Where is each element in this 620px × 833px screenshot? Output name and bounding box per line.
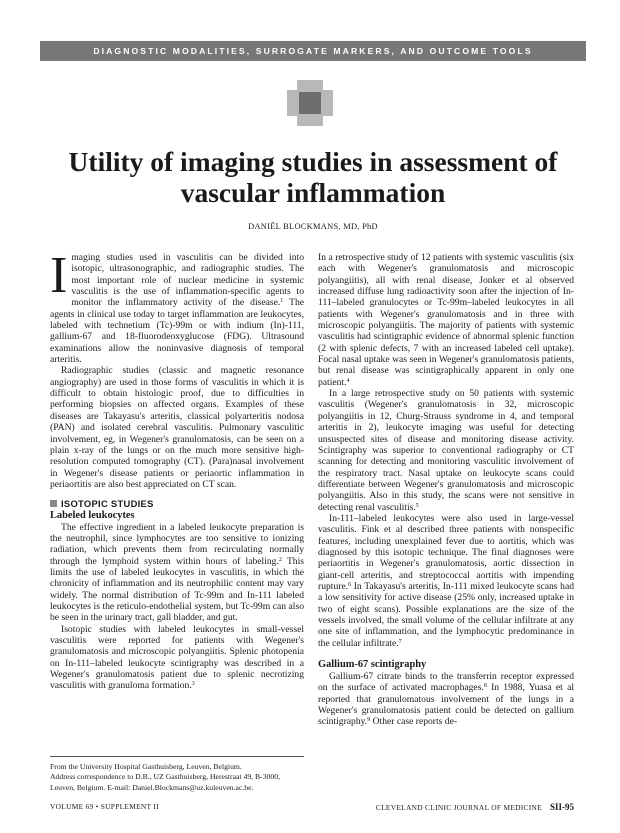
body-paragraph: Isotopic studies with labeled leukocytes in small-vessel vasculitis were reported for patients with Wegener's granulomatosis and microscopic polyangiitis. Splenic photopenia on In-111–labeled leukocyte scintigraphy was described in a Wegener's granulomatosis patient due to splenic necrotizing vasculitis with granuloma formation.$^3$ <box>50 623 304 692</box>
correspondence-note: Address correspondence to D.B., UZ Gasthuisberg, Herestraat 49, B-3000, Leuven, Belgium. E-mail: Daniel.Blockmans@uz.kuleuven.ac.be. <box>50 772 281 792</box>
footer-journal: CLEVELAND CLINIC JOURNAL OF MEDICINE SII-95 <box>375 802 574 812</box>
body-paragraph: In-111–labeled leukocytes were also used in large-vessel vasculitis. Fink et al described three patients with nonspecific features, including unexplained fever due to aortitis, which was diagnosed by this isotopic technique. The final diagnoses were periaortitis in Wegener's granulomatosis, aortic dissection in giant-cell arteritis, and streptococcal aortitis with impending rupture.$^6$ In Takayasu's arteritis, In-111 mixed leukocyte scans had a low sensitivity for active disease (25% only, increased uptake in two of eight scans). Possible explanations are the size of the vessels involved, the small volume of the cellular infiltrate at any one site of inflammation, and the lymphocytic predominance in the cellular infiltrate.$^7$ <box>318 512 574 649</box>
body-paragraph: In a retrospective study of 12 patients with systemic vasculitis (six each with Wegener's granulomatosis and microscopic polyangiitis), all with renal disease, Jonker et al observed increased diffuse lung radioactivity soon after the injection of In-111–labeled granulocytes or Tc-99m–labeled leukocytes in all patients with Wegener's granulomatosis and in three with microscopic polyangiitis. The majority of patients with systemic vasculitis had scintigraphic evidence of abnormal splenic function (2 with splenic defects, 7 with an increased labeled cell uptake). Focal nasal uptake was seen in Wegener's granulomatosis patients, but renal disease was scintigraphically apparent in only one patient.$^4$ <box>318 252 574 388</box>
body-paragraph: The effective ingredient in a labeled leukocyte preparation is the neutrophil, since lymphocytes are too sensitive to ionizing radiation, which prevents them from recirculating normally through the lymphoid system within hours of labeling.$^2$ This limits the use of labeled leukocytes in vasculitis, in which the chronicity of inflammation and its neutrophilic content may vary widely. The normal distribution of Tc-99m and In-111 labeled leukocytes is the reticulo-endothelial system, but Tc-99m can also be seen in the urinary tract, gall bladder, and gut. <box>50 521 305 624</box>
section-heading: ISOTOPIC STUDIES <box>50 498 304 509</box>
section-banner: DIAGNOSTIC MODALITIES, SURROGATE MARKERS, AND OUTCOME TOOLS <box>40 41 586 61</box>
affiliation-note: From the University Hospital Gasthuisberg, Leuven, Belgium. <box>50 762 242 771</box>
body-paragraph: Gallium-67 citrate binds to the transferrin receptor expressed on the surface of activated macrophages.$^8$ In 1988, Yuasa et al reported that granulomatous involvement of the lungs in a Wegener's granulomatosis patient could be detected on gallium scintigraphy.$^9$ Other case reports de- <box>318 671 574 728</box>
author-name: DANIËL BLOCKMANS, MD, PhD <box>248 222 378 231</box>
drop-cap: I <box>50 247 68 304</box>
subheading: Labeled leukocytes <box>50 509 135 521</box>
body-paragraph: Radiographic studies (classic and magnetic resonance angiography) are used in those forms of vasculitis in which it is difficult to obtain histologic proof, due to difficulties in performing biopsies on affected organs. Examples of these diseases are Takayasu's arteritis, classical polyarteritis nodosa (PAN) and isolated cerebral vasculitis. Pulmonary vasculitic involvement, eg, in Wegener's granulomatosis, can be seen on a plain x-ray of the lungs or on the much more sensitive high-resolution computed tomography (CT). (Para)nasal involvement in Wegener's disease patients or periaortic inflammation in periaortitis are also best appreciated on CT scan. <box>50 365 304 490</box>
intro-paragraph: Imaging studies used in vasculitis can be divided into isotopic, ultrasonographic, and radiographic studies. The most important role of nuclear medicine in systemic vasculitis is the use of inflammation-specific agents to monitor the inflammatory activity of the disease.$^1$ The agents in clinical use today to target inflammation are leukocytes, labeled with technetium (Tc)-99m or with indium (In)-111, gallium-67 and 18-fluorodeoxyglucose (FDG). Ultrasound examinations allow the noninvasive diagnosis of temporal arteritis. <box>50 247 305 366</box>
footnote <box>50 756 304 793</box>
journal-logo-icon <box>287 80 333 126</box>
article-title: Utility of imaging studies in assessment of vascular inflammation <box>68 146 558 208</box>
footer-volume: VOLUME 69 • SUPPLEMENT II <box>50 802 159 811</box>
body-paragraph: In a large retrospective study on 50 patients with systemic vasculitis (Wegener's granulomatosis in 32, microscopic polyangiitis in 12, Churg-Strauss syndrome in 4, and temporal arteritis in 2), leukocyte imaging was useful for detecting unsuspected sites of disease and monitoring disease activity. Scintigraphy was superior to conventional radiography or CT scanning for detecting and monitoring vasculitic involvement of the respiratory tract. Nasal uptake on leukocyte scans could differentiate between Wegener's granulomatosis and microscopic polyangiitis. Also in this study, the scans were not sensitive in detecting renal vasculitis.$^5$ <box>318 388 574 513</box>
subheading: Gallium-67 scintigraphy <box>318 659 427 671</box>
square-bullet-icon <box>50 500 57 507</box>
right-column <box>318 252 574 728</box>
left-column <box>50 247 305 692</box>
page-number: SII-95 <box>549 802 574 812</box>
